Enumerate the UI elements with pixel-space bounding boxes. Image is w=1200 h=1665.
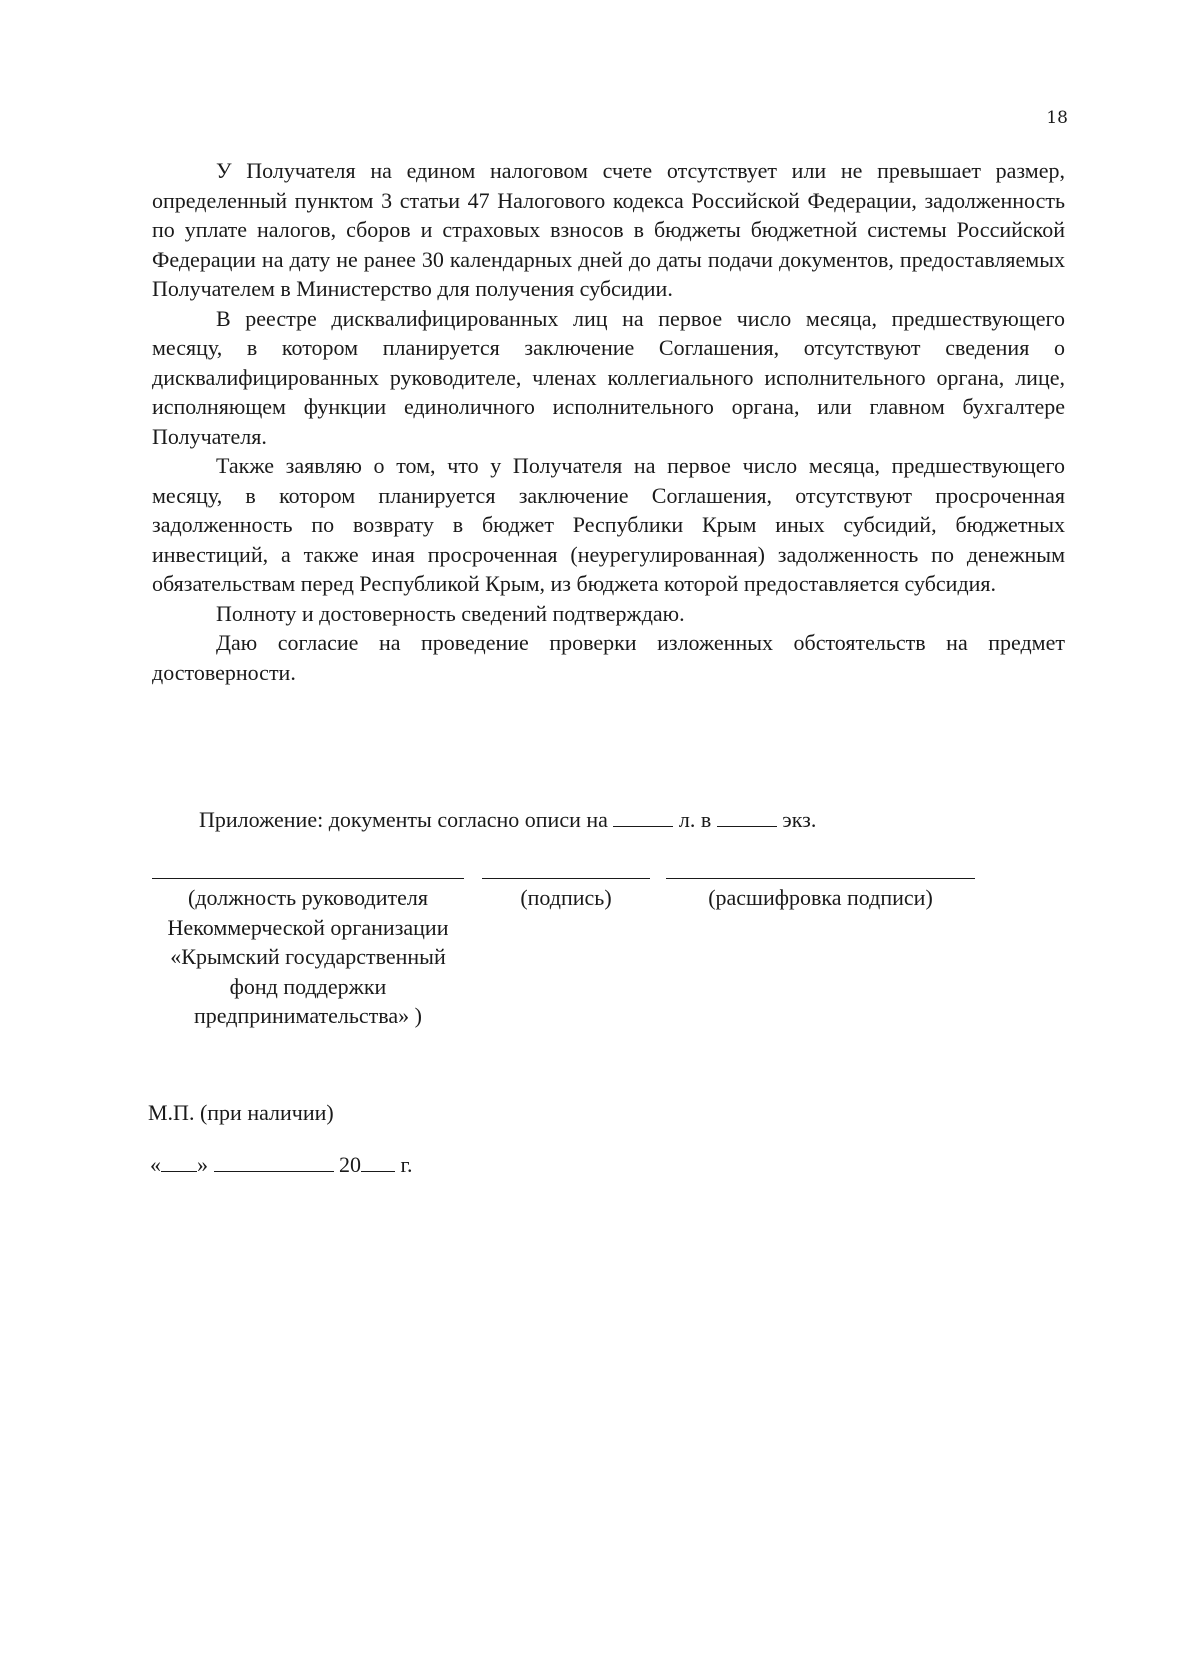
annex-suffix: экз. bbox=[782, 807, 817, 832]
annex-line bbox=[199, 805, 816, 835]
signature-sign-column bbox=[482, 878, 650, 913]
sign-signature-line bbox=[482, 878, 650, 879]
date-line bbox=[150, 1150, 413, 1180]
date-year-blank bbox=[361, 1151, 395, 1172]
page-number: 18 bbox=[1046, 108, 1068, 128]
stamp-label: М.П. (при наличии) bbox=[148, 1100, 334, 1125]
date-year-suffix: г. bbox=[400, 1152, 413, 1177]
decoding-signature-line bbox=[666, 878, 975, 879]
date-open-quote: « bbox=[150, 1152, 161, 1177]
paragraph-consent: Даю согласие на проведение проверки изложенных обстоятельств на предмет достоверности. bbox=[152, 630, 1065, 685]
date-month-blank bbox=[214, 1151, 334, 1172]
annex-copies-blank bbox=[717, 806, 777, 827]
document-body bbox=[152, 156, 1065, 687]
date-close-quote: » bbox=[197, 1152, 208, 1177]
date-day-blank bbox=[161, 1151, 197, 1172]
position-signature-line bbox=[152, 878, 464, 879]
annex-prefix: Приложение: документы согласно описи на bbox=[199, 807, 608, 832]
signature-decoding-column bbox=[666, 878, 975, 913]
paragraph-overdue-debt: Также заявляю о том, что у Получателя на первое число месяца, предшествующего месяцу, в котором планируется заключение Соглашения, отсутствуют просроченная задолженность по возврату в бюджет Республики Крым иных субсидий, бюджетных инвестиций, а также иная просроченная (неурегулированная) задолженность по денежным обязательствам перед Республикой Крым, из бюджета которой предоставляется субсидия. bbox=[152, 453, 1065, 596]
paragraph-disqualified-registry: В реестре дисквалифицированных лиц на первое число месяца, предшествующего месяцу, в котором планируется заключение Соглашения, отсутствуют сведения о дисквалифицированных руководителе, членах коллегиального исполнительного органа, лице, исполняющем функции единоличного исполнительного органа, или главном бухгалтере Получателя. bbox=[152, 305, 1065, 449]
date-year-prefix: 20 bbox=[339, 1152, 361, 1177]
paragraph-confirmation: Полноту и достоверность сведений подтверждаю. bbox=[216, 600, 685, 626]
paragraph-tax-debt: У Получателя на едином налоговом счете отсутствует или не превышает размер, определенный пунктом 3 статьи 47 Налогового кодекса Российской Федерации, задолженность по уплате налогов, сборов и страховых взносов в бюджеты бюджетной системы Российской Федерации на дату не ранее 30 календарных дней до даты подачи документов, предоставляемых Получателем в Министерство для получения субсидии. bbox=[152, 158, 1065, 301]
signature-position-column bbox=[152, 878, 464, 1031]
position-caption: (должность руководителя Некоммерческой организации «Крымский государственный фонд поддержки предпринимательства» ) bbox=[167, 885, 449, 1028]
decoding-caption: (расшифровка подписи) bbox=[708, 885, 933, 910]
annex-pages-blank bbox=[613, 806, 673, 827]
signature-caption: (подпись) bbox=[520, 885, 612, 910]
annex-middle: л. в bbox=[678, 807, 712, 832]
